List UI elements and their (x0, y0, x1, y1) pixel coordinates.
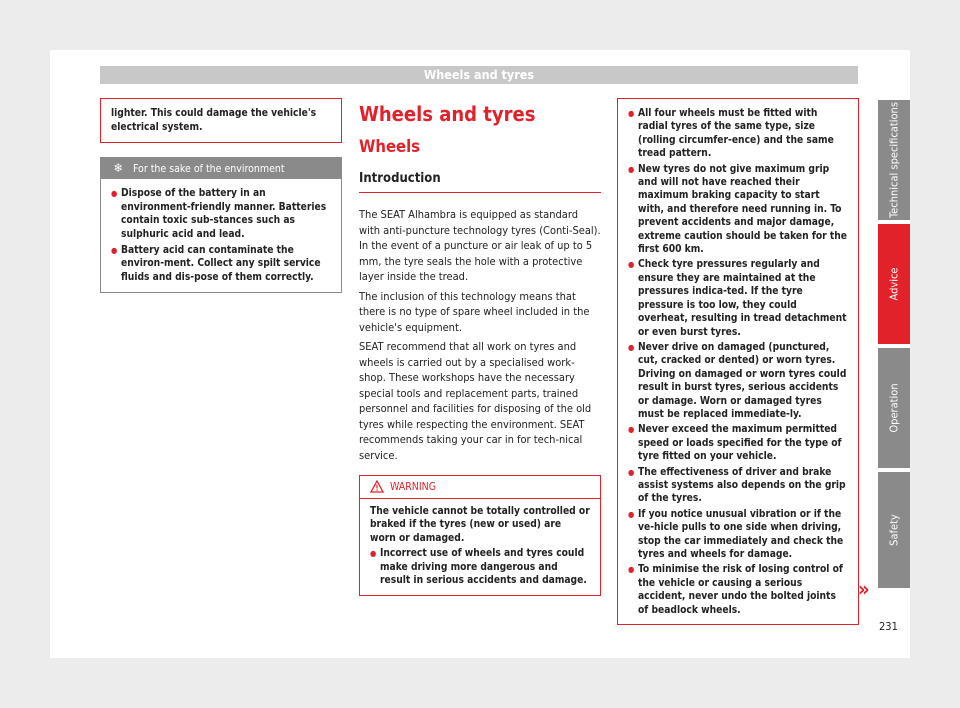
paragraph: The inclusion of this technology means that there is no type of spare wheel included in the vehicle's equipment. (359, 289, 590, 334)
warning-icon (370, 480, 384, 493)
battery-note-text: lighter. This could damage the vehicle's electrical system. (111, 108, 317, 133)
list-item: ● Check tyre pressures regularly and ensure they are maintained at the pressures indica-ted. If the tyre pressure is too low, they could overheat, resulting in tread detachment or even burst tyres. (628, 258, 848, 338)
list-item: ● All four wheels must be fitted with radial tyres of the same type, size (rolling circumfer-ence) and the same tread pattern. (628, 107, 848, 161)
battery-note-box (100, 98, 342, 143)
warning-intro: The vehicle cannot be totally controlled or braked if the tyres (new or used) are worn or damaged. (370, 506, 590, 544)
left-column (100, 98, 342, 293)
environment-box (100, 157, 342, 293)
intro-text (359, 207, 601, 463)
list-item: ● Battery acid can contaminate the environ-ment. Collect any spilt service fluids and dis-pose of them correctly. (111, 244, 331, 285)
continued-arrow-icon: » (858, 577, 870, 601)
list-item: ● If you notice unusual vibration or if the ve-hicle pulls to one side when driving, stop the car immediately and check the tyres and wheels for damage. (628, 508, 848, 562)
subsection-title: Introduction (359, 170, 601, 193)
tab-operation[interactable] (878, 348, 910, 468)
environment-heading-text: For the sake of the environment (133, 163, 285, 176)
section-title: Wheels (359, 137, 421, 156)
list-item: ● To minimise the risk of losing control of the vehicle or causing a serious accident, never undo the bolted joints of beadlock wheels. (628, 563, 848, 617)
list-item: ● Dispose of the battery in an environment-friendly manner. Batteries contain toxic sub-stances such as sulphuric acid and lead. (111, 187, 331, 241)
list-item: ● Never drive on damaged (punctured, cut, cracked or dented) or worn tyres. Driving on damaged or worn tyres could result in burst tyres, serious accidents or damage. Worn or damaged tyres must be replaced immediate-ly. (628, 341, 848, 421)
paragraph: The SEAT Alhambra is equipped as standard with anti-puncture technology tyres (Conti-Seal). In the event of a puncture or air leak of up to 5 mm, the tyre seals the hole with a protective layer inside the tread. (359, 208, 601, 283)
list-item: ● New tyres do not give maximum grip and will not have reached their maximum braking capacity to start with, and therefore need running in. To prevent accidents and major damage, extreme caution should be taken for the first 600 km. (628, 163, 848, 257)
tab-label: Advice (887, 267, 901, 301)
tab-label: Technical specifications (887, 102, 901, 218)
middle-column (359, 102, 601, 596)
warning-box (359, 475, 601, 596)
right-column (617, 98, 859, 625)
list-item: ● Never exceed the maximum permitted speed or loads specified for the type of tyre fitted on your vehicle. (628, 423, 848, 463)
tab-label: Safety (887, 514, 901, 546)
warning-heading (360, 476, 600, 499)
tab-advice[interactable] (878, 224, 910, 344)
environment-list (101, 179, 341, 292)
warning-continued-list (618, 99, 858, 624)
page-title: Wheels and tyres (359, 102, 536, 126)
list-item: ● The effectiveness of driver and brake assist systems also depends on the grip of the tyres. (628, 466, 848, 506)
warning-body (360, 499, 600, 595)
environment-heading (101, 158, 341, 179)
warning-continued-box (617, 98, 859, 625)
tab-label: Operation (887, 383, 901, 433)
tab-safety[interactable] (878, 472, 910, 588)
leaf-icon: ❄ (113, 161, 123, 176)
tab-technical-specifications[interactable] (878, 100, 910, 220)
page-header: Wheels and tyres (100, 66, 858, 84)
list-item: ● Incorrect use of wheels and tyres could make driving more dangerous and result in serious accidents and damage. (370, 547, 590, 587)
paragraph: SEAT recommend that all work on tyres and wheels is carried out by a specialised work-shop. These workshops have the necessary special tools and replacement parts, trained personnel and facilities for disposing of the old tyres while respecting the environment. SEAT recommends taking your car in for tech-nical service. (359, 340, 592, 462)
warning-heading-text: WARNING (390, 481, 437, 493)
page-number: 231 (879, 620, 898, 633)
